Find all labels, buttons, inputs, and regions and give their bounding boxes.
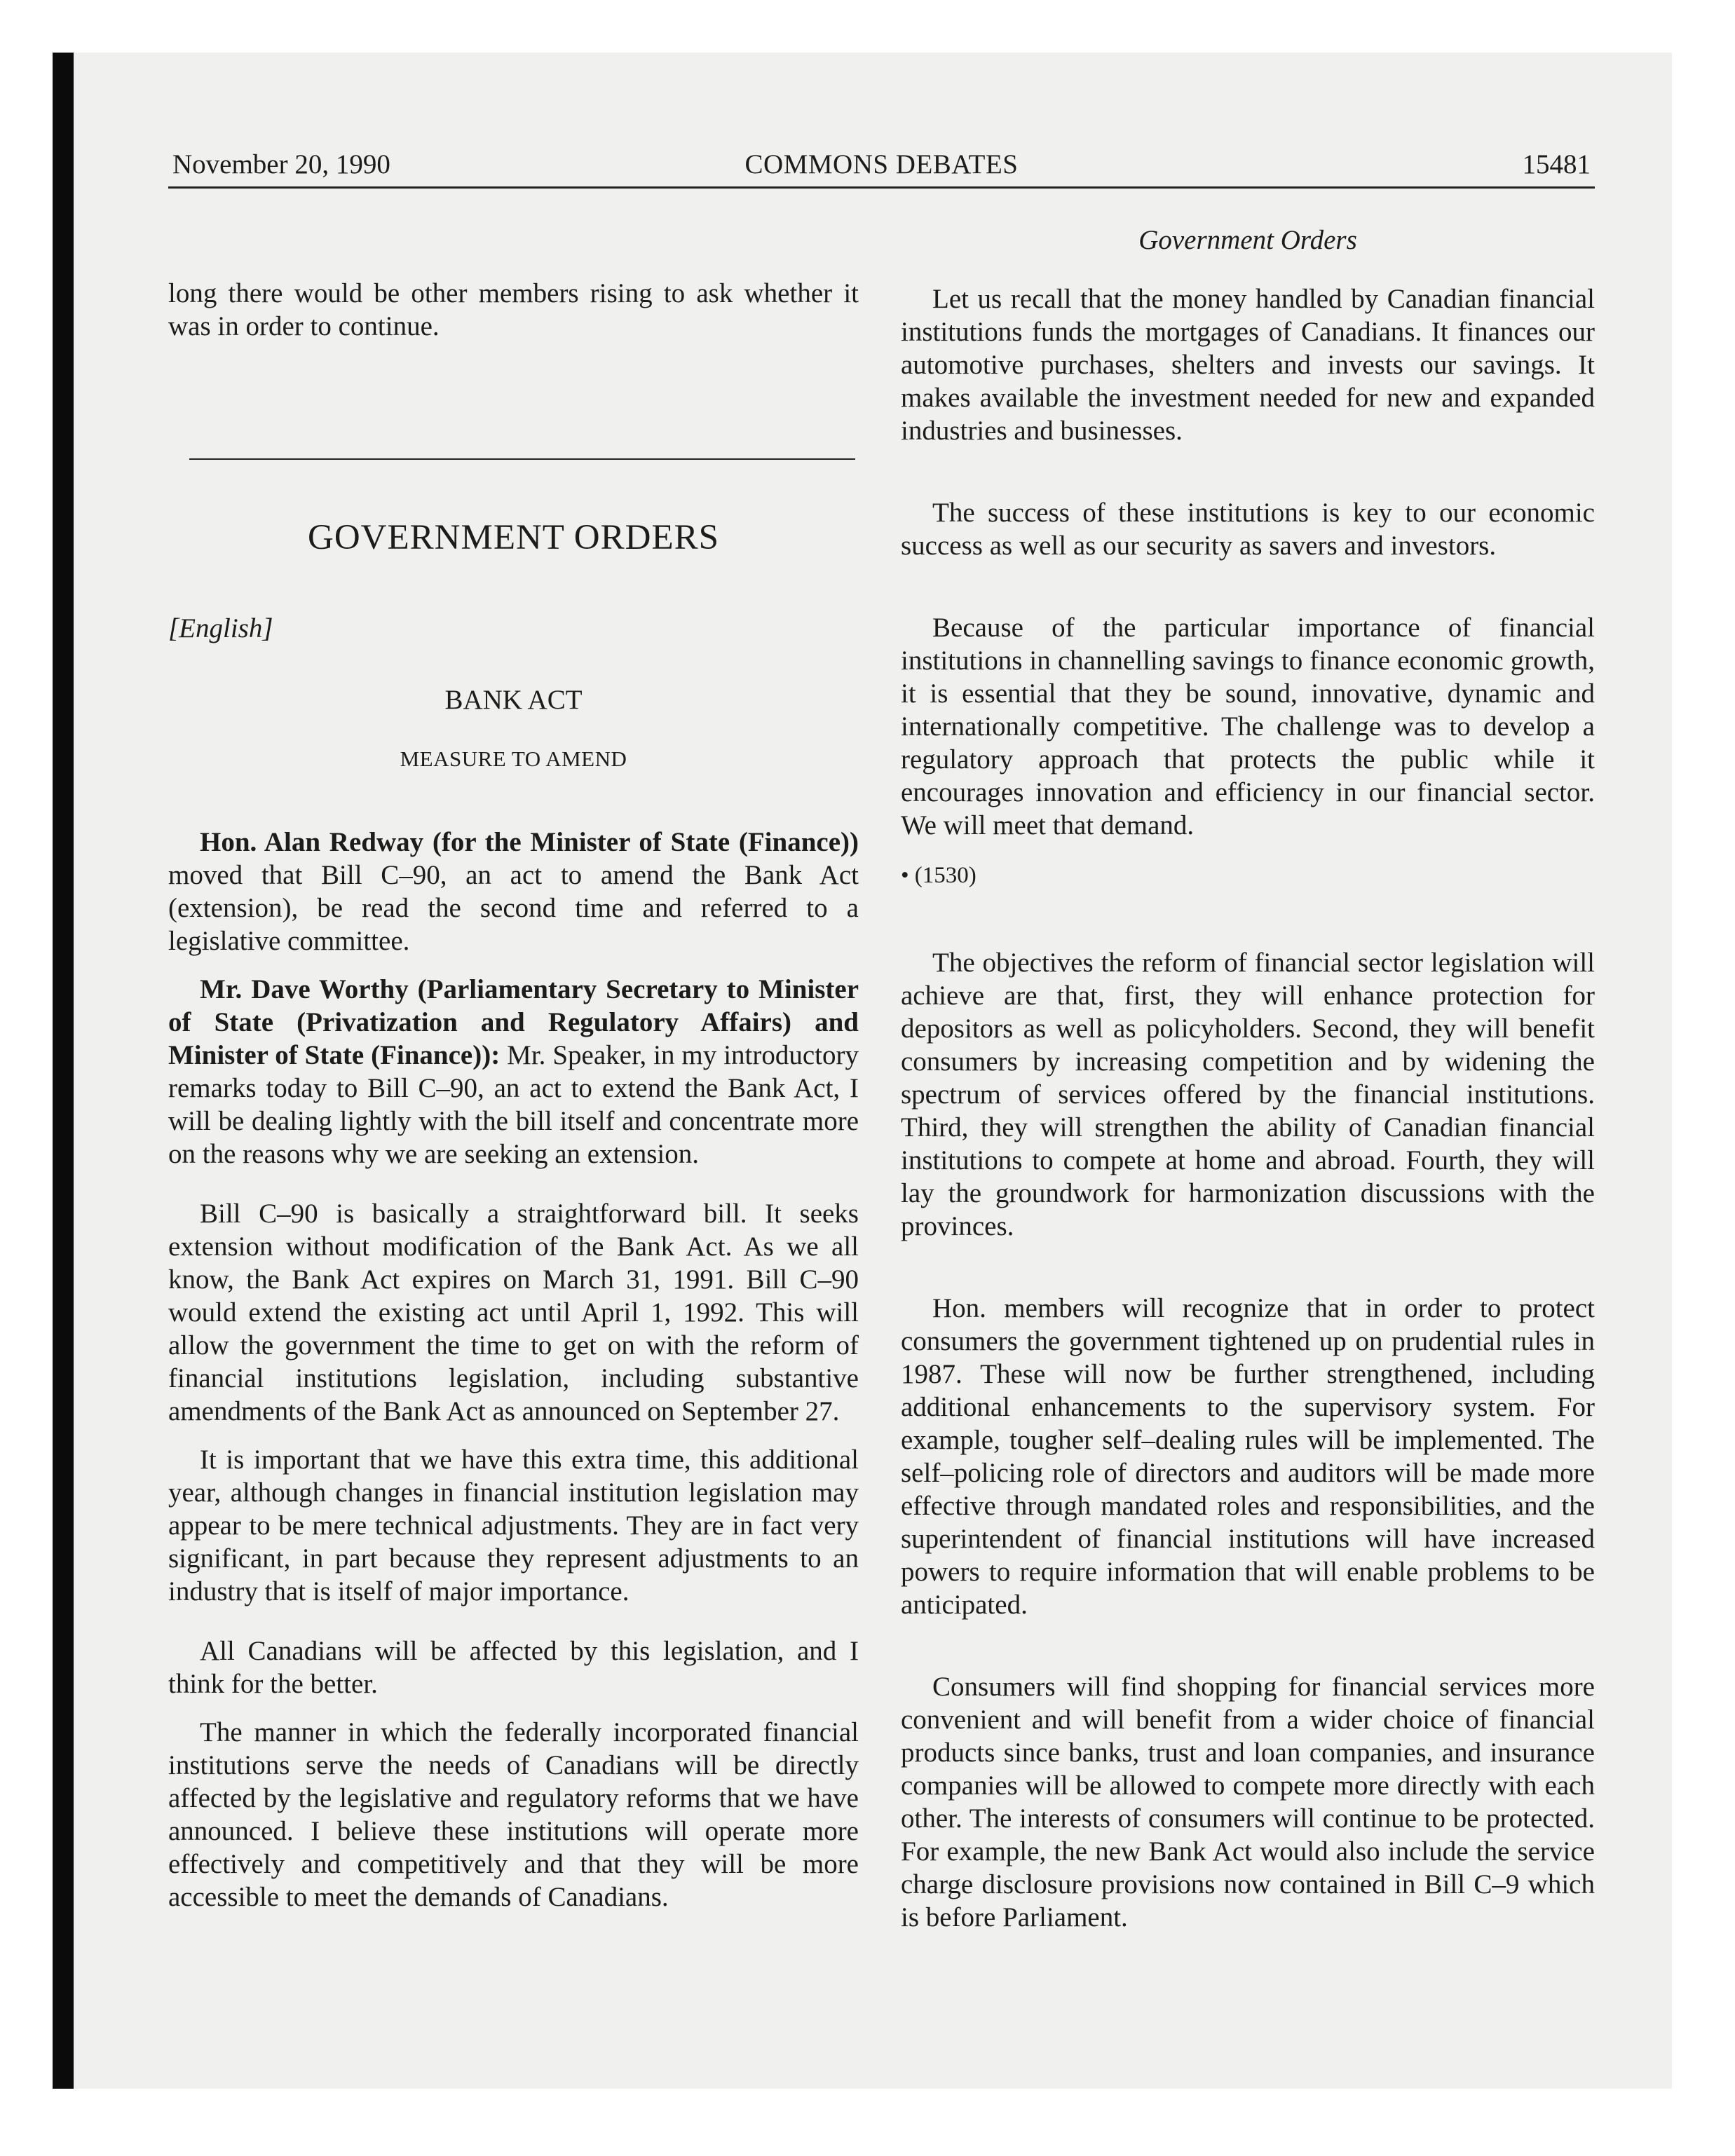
section-divider [189,458,855,460]
header-date: November 20, 1990 [172,149,390,179]
paragraph: Because of the particular importance of financial institutions in channelling savings to finance economic growth, it is essential that they be sound, innovative, dynamic and internationally competitive. The challenge was to develop a regulatory approach that protects the public while it encourages innovation and efficiency in our financial sector. We will meet that demand. [901,613,1595,840]
time-marker: • (1530) [901,863,977,888]
paragraph: Bill C–90 is basically a straightforward bill. It seeks extension without modification of the Bank Act. As we all know, the Bank Act expires on March 31, 1991. Bill C–90 would extend the existing act until April 1, 1992. This will allow the government the time to get on with the reform of financial institutions legislation, including substantive amendments of the Bank Act as announced on September 27. [168,1199,859,1426]
speech-paragraph [168,973,859,1171]
bill-subtitle: MEASURE TO AMEND [400,746,627,771]
continuation-paragraph: long there would be other members rising to ask whether it was in order to continue. [168,278,859,341]
section-title: GOVERNMENT ORDERS [307,518,719,557]
bill-title: BANK ACT [444,685,583,715]
paragraph: Let us recall that the money handled by Canadian financial institutions funds the mortgages of Canadians. It finances our automotive purchases, shelters and invests our savings. It makes available the investment needed for new and expanded industries and businesses. [901,284,1595,446]
motion-paragraph [168,826,859,957]
paragraph: The success of these institutions is key to our economic success as well as our security as savers and investors. [901,498,1595,561]
speech-speaker: Mr. Dave Worthy (Parliamentary Secretary to Minister of State (Privatization and Regulatory Affairs) and Minister of State (Finance)): [168,974,859,1070]
motion-text: moved that Bill C–90, an act to amend the Bank Act (extension), be read the second time and referred to a legislative committee. [168,860,859,956]
paragraph: Hon. members will recognize that in order to protect consumers the government tightened up on prudential rules in 1987. These will now be further strengthened, including additional enhancements to the supervisory system. For example, tougher self–dealing rules will be implemented. The self–policing role of directors and auditors will be made more effective through mandated roles and responsibilities, and the superintendent of financial institutions will have increased powers to require information that will enable problems to be anticipated. [901,1293,1595,1620]
motion-speaker: Hon. Alan Redway (for the Minister of State (Finance)) [200,827,859,857]
right-column [901,224,1595,1934]
speech-intro: Mr. Speaker, in my introductory remarks today to Bill C–90, an act to extend the Bank Act, I will be dealing lightly with the bill itself and concentrate more on the reasons why we are seeking an extension. [168,1040,859,1169]
paragraph: The manner in which the federally incorporated financial institutions serve the needs of Canadians will be directly affected by the legislative and regulatory reforms that we have announced. I believe these institutions will operate more effectively and competitively and that they will be more accessible to meet the demands of Canadians. [168,1717,859,1912]
page-header [168,144,1595,189]
header-title: COMMONS DEBATES [744,149,1019,179]
language-tag: [English] [168,613,273,643]
paragraph: The objectives the reform of financial sector legislation will achieve are that, first, they will enhance protection for depositors as well as policyholders. Second, they will benefit consumers by increasing competition and by widening the spectrum of services offered by the financial institutions. Third, they will strengthen the ability of Canadian financial institutions to compete at home and abroad. Fourth, they will lay the groundwork for harmonization discussions with the provinces. [901,948,1595,1241]
paragraph: Consumers will find shopping for financial services more convenient and will benefit from a wider choice of financial products since banks, trust and loan companies, and insurance companies will be allowed to compete more directly with each other. The interests of consumers will continue to be protected. For example, the new Bank Act would also include the service charge disclosure provisions now contained in Bill C–9 which is before Parliament. [901,1672,1595,1932]
paragraph: It is important that we have this extra time, this additional year, although changes in financial institution legislation may appear to be mere technical adjustments. They are in fact very significant, in part because they represent adjustments to an industry that is itself of major importance. [168,1445,859,1606]
scan-edge [53,53,74,2089]
paragraph: All Canadians will be affected by this legislation, and I think for the better. [168,1636,859,1699]
left-column [168,277,859,1913]
running-head: Government Orders [1138,225,1357,255]
header-page-number: 15481 [1522,149,1591,179]
